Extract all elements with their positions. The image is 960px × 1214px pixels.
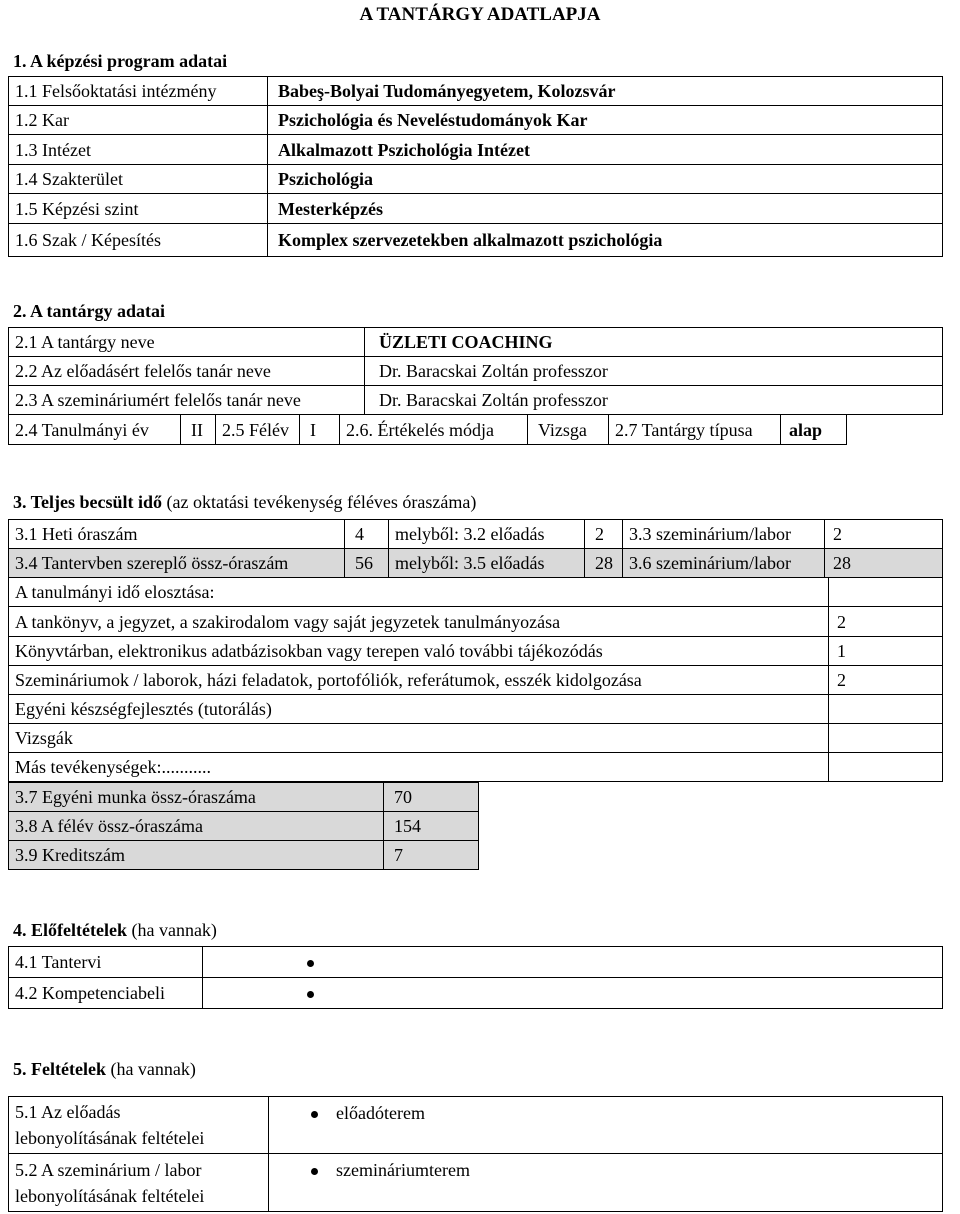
table-row — [9, 328, 943, 357]
hours-table — [8, 519, 943, 578]
section-3-heading-bold: 3. Teljes becsült idő — [13, 492, 163, 512]
table-row — [9, 607, 943, 637]
conditions-table — [8, 1096, 943, 1212]
total-lecture-label: melyből: 3.5 előadás — [389, 549, 585, 578]
table-row — [9, 637, 943, 666]
total-seminar-label: 3.6 szeminárium/labor — [623, 549, 825, 578]
distribution-label: Könyvtárban, elektronikus adatbázisokban vagy terepen való további tájékozódás — [9, 637, 829, 666]
bullet-icon — [311, 1111, 318, 1118]
table-row — [9, 578, 943, 607]
weekly-hours-label: 3.1 Heti óraszám — [9, 520, 345, 549]
lecturer-label: 2.2 Az előadásért felelős tanár neve — [9, 357, 365, 386]
row-label: 1.5 Képzési szint — [9, 194, 268, 224]
weekly-lecture-value: 2 — [585, 520, 623, 549]
distribution-label: Egyéni készségfejlesztés (tutorálás) — [9, 695, 829, 724]
seminar-teacher-value: Dr. Baracskai Zoltán professzor — [365, 386, 943, 415]
table-row — [9, 415, 847, 445]
document-title: A TANTÁRGY ADATLAPJA — [359, 4, 601, 25]
distribution-value: 2 — [829, 607, 943, 637]
prerequisite-value — [203, 978, 943, 1009]
prerequisite-label: 4.1 Tantervi — [9, 947, 203, 978]
table-row — [9, 978, 943, 1009]
total-seminar-value: 28 — [825, 549, 943, 578]
row-value: Alkalmazott Pszichológia Intézet — [268, 135, 943, 165]
distribution-label: Szemináriumok / laborok, házi feladatok, portofóliók, referátumok, esszék kidolgozása — [9, 666, 829, 695]
prerequisite-value — [203, 947, 943, 978]
table-row — [9, 549, 943, 578]
row-label: 1.2 Kar — [9, 106, 268, 135]
table-row — [9, 135, 943, 165]
condition-label-line-2: lebonyolításának feltételei — [15, 1128, 205, 1148]
row-value: Komplex szervezetekben alkalmazott pszichológia — [268, 224, 943, 257]
total-label: 3.7 Egyéni munka össz-óraszáma — [9, 783, 384, 812]
table-row — [9, 386, 943, 415]
prerequisites-table — [8, 946, 943, 1009]
condition-value-text: előadóterem — [336, 1103, 425, 1123]
program-data-table — [8, 76, 943, 257]
totals-table — [8, 782, 479, 870]
row-value: Pszichológia — [268, 165, 943, 194]
table-row — [9, 812, 479, 841]
table-row — [9, 841, 479, 870]
condition-label-line-1: 5.2 A szeminárium / labor — [15, 1159, 202, 1180]
total-label: 3.9 Kreditszám — [9, 841, 384, 870]
table-row — [9, 165, 943, 194]
row-label: 1.6 Szak / Képesítés — [9, 224, 268, 257]
table-row — [9, 194, 943, 224]
evaluation-value: Vizsga — [528, 415, 609, 445]
distribution-value: 1 — [829, 637, 943, 666]
condition-value — [269, 1154, 943, 1212]
evaluation-label: 2.6. Értékelés módja — [340, 415, 528, 445]
total-hours-label: 3.4 Tantervben szereplő össz-óraszám — [9, 549, 345, 578]
section-4-heading-note: (ha vannak) — [126, 920, 217, 940]
semester-label: 2.5 Félév — [216, 415, 300, 445]
weekly-seminar-value: 2 — [825, 520, 943, 549]
section-5-heading-bold: 5. Feltételek — [13, 1059, 106, 1079]
condition-label — [9, 1154, 269, 1212]
distribution-label: A tankönyv, a jegyzet, a szakirodalom vagy saját jegyzetek tanulmányozása — [9, 607, 829, 637]
total-value: 7 — [384, 841, 479, 870]
distribution-label: Más tevékenységek:........... — [9, 753, 829, 782]
total-hours-value: 56 — [345, 549, 389, 578]
weekly-seminar-label: 3.3 szeminárium/labor — [623, 520, 825, 549]
table-row — [9, 1097, 943, 1154]
table-row — [9, 695, 943, 724]
bullet-icon — [311, 1168, 318, 1175]
weekly-hours-value: 4 — [345, 520, 389, 549]
section-3-heading-note: (az oktatási tevékenység féléves óraszáma) — [162, 492, 477, 512]
table-row — [9, 783, 479, 812]
condition-label-line-1: 5.1 Az előadás — [15, 1102, 121, 1122]
section-3-heading — [13, 492, 476, 513]
semester-value: I — [300, 415, 340, 445]
subject-name-value: ÜZLETI COACHING — [365, 328, 943, 357]
subject-type-label: 2.7 Tantárgy típusa — [609, 415, 781, 445]
total-value: 154 — [384, 812, 479, 841]
year-label: 2.4 Tanulmányi év — [9, 415, 181, 445]
bullet-icon — [307, 960, 314, 967]
section-2-heading: 2. A tantárgy adatai — [13, 301, 166, 321]
table-row — [9, 77, 943, 106]
distribution-value — [829, 724, 943, 753]
distribution-label: Vizsgák — [9, 724, 829, 753]
bullet-icon — [307, 991, 314, 998]
subject-data-table — [8, 327, 943, 415]
prerequisite-label: 4.2 Kompetenciabeli — [9, 978, 203, 1009]
row-value: Mesterképzés — [268, 194, 943, 224]
seminar-teacher-label: 2.3 A szemináriumért felelős tanár neve — [9, 386, 365, 415]
row-value: Pszichológia és Neveléstudományok Kar — [268, 106, 943, 135]
distribution-value — [829, 753, 943, 782]
section-4-heading — [13, 920, 217, 941]
row-label: 1.4 Szakterület — [9, 165, 268, 194]
year-value: II — [181, 415, 216, 445]
total-value: 70 — [384, 783, 479, 812]
condition-label-line-2: lebonyolításának feltételei — [15, 1185, 205, 1206]
total-lecture-value: 28 — [585, 549, 623, 578]
distribution-heading: A tanulmányi idő elosztása: — [9, 578, 829, 607]
subject-type-value: alap — [781, 415, 847, 445]
distribution-value — [829, 695, 943, 724]
subject-attributes-table — [8, 414, 847, 445]
table-row — [9, 106, 943, 135]
table-row — [9, 1154, 943, 1212]
subject-name-label: 2.1 A tantárgy neve — [9, 328, 365, 357]
weekly-lecture-label: melyből: 3.2 előadás — [389, 520, 585, 549]
row-value: Babeş-Bolyai Tudományegyetem, Kolozsvár — [268, 77, 943, 106]
table-row — [9, 724, 943, 753]
distribution-heading-value — [829, 578, 943, 607]
time-distribution-table — [8, 577, 943, 782]
table-row — [9, 224, 943, 257]
table-row — [9, 357, 943, 386]
section-1-heading: 1. A képzési program adatai — [13, 51, 228, 71]
distribution-value: 2 — [829, 666, 943, 695]
section-5-heading — [13, 1059, 196, 1080]
condition-value — [269, 1097, 943, 1154]
condition-label — [9, 1097, 269, 1154]
section-5-heading-note: (ha vannak) — [105, 1059, 196, 1079]
table-row — [9, 947, 943, 978]
lecturer-value: Dr. Baracskai Zoltán professzor — [365, 357, 943, 386]
table-row — [9, 666, 943, 695]
row-label: 1.3 Intézet — [9, 135, 268, 165]
section-4-heading-bold: 4. Előfeltételek — [13, 920, 127, 940]
condition-value-text: szemináriumterem — [336, 1160, 470, 1180]
table-row — [9, 753, 943, 782]
total-label: 3.8 A félév össz-óraszáma — [9, 812, 384, 841]
row-label: 1.1 Felsőoktatási intézmény — [9, 77, 268, 106]
table-row — [9, 520, 943, 549]
